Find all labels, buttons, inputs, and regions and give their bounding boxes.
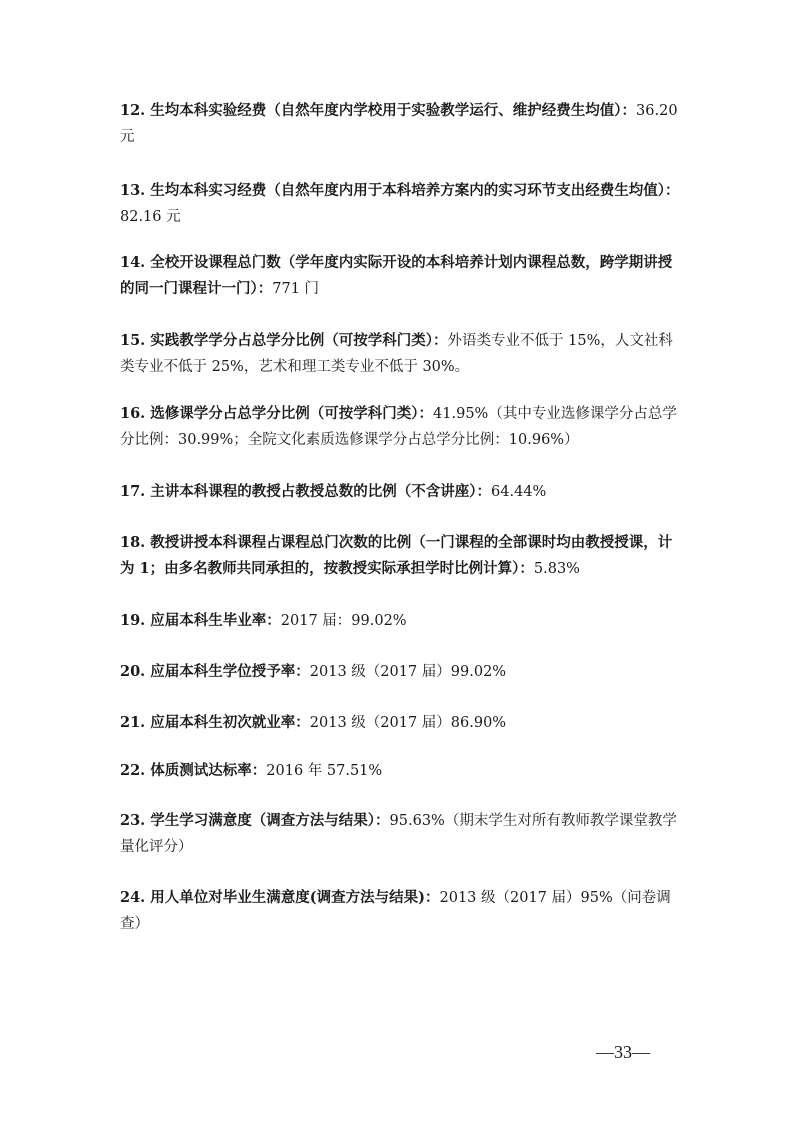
item-value: 2017 届：99.02% (280, 613, 407, 629)
item-value: 82.16 元 (120, 209, 181, 225)
item-value: 2013 级（2017 届）99.02% (309, 664, 507, 680)
item-heading: 22. 体质测试达标率： (120, 762, 267, 779)
item-value: 41.95%（其中专业选修课学分占总学分比例：30.99%；全院文化素质选修课学分占总学分比例：10.96%） (120, 406, 677, 448)
list-item (120, 401, 680, 453)
page-number: —33— (596, 1042, 650, 1062)
item-heading: 23. 学生学习满意度（调查方法与结果）： (120, 812, 390, 829)
item-value: 95.63%（期末学生对所有教师教学课堂教学量化评分） (120, 813, 677, 855)
item-heading: 20. 应届本科生学位授予率： (120, 663, 310, 680)
list-item (120, 98, 680, 150)
item-value: 5.83% (533, 561, 580, 577)
list-item (120, 530, 680, 582)
list-item (120, 608, 680, 634)
item-heading: 13. 生均本科实习经费（自然年度内用于本科培养方案内的实习环节支出经费生均值）： (120, 182, 680, 199)
item-heading: 12. 生均本科实验经费（自然年度内学校用于实验教学运行、维护经费生均值）： (120, 102, 637, 119)
item-value: 2013 级（2017 届）95%（问卷调查） (120, 890, 671, 932)
item-value: 外语类专业不低于 15%，人文社科类专业不低于 25%，艺术和理工类专业不低于 30%。 (120, 333, 673, 375)
list-item (120, 178, 680, 230)
item-value: 64.44% (491, 484, 547, 500)
item-heading: 18. 教授讲授本科课程占课程总门次数的比例（一门课程的全部课时均由教授授课，计为 1；由多名教师共同承担的，按教授实际承担学时比例计算）： (120, 534, 673, 577)
item-heading: 16. 选修课学分占总学分比例（可按学科门类）： (120, 405, 434, 422)
list-item (120, 710, 680, 736)
item-heading: 19. 应届本科生毕业率： (120, 612, 281, 629)
item-heading: 24. 用人单位对毕业生满意度(调查方法与结果)： (120, 889, 440, 906)
list-item (120, 885, 680, 937)
item-heading: 15. 实践教学学分占总学分比例（可按学科门类）： (120, 332, 448, 349)
list-item (120, 250, 680, 302)
list-item (120, 479, 680, 505)
list-item (120, 808, 680, 860)
item-heading: 21. 应届本科生初次就业率： (120, 714, 310, 731)
item-value: 771 门 (272, 281, 320, 297)
item-value: 2016 年 57.51% (266, 763, 383, 779)
list-item (120, 659, 680, 685)
item-value: 2013 级（2017 届）86.90% (309, 715, 507, 731)
item-heading: 17. 主讲本科课程的教授占教授总数的比例（不含讲座）： (120, 483, 492, 500)
item-value: 36.20 元 (120, 103, 678, 145)
list-item (120, 758, 680, 784)
list-item (120, 328, 680, 380)
item-heading: 14. 全校开设课程总门数（学年度内实际开设的本科培养计划内课程总数，跨学期讲授的同一门课程计一门）： (120, 254, 673, 297)
